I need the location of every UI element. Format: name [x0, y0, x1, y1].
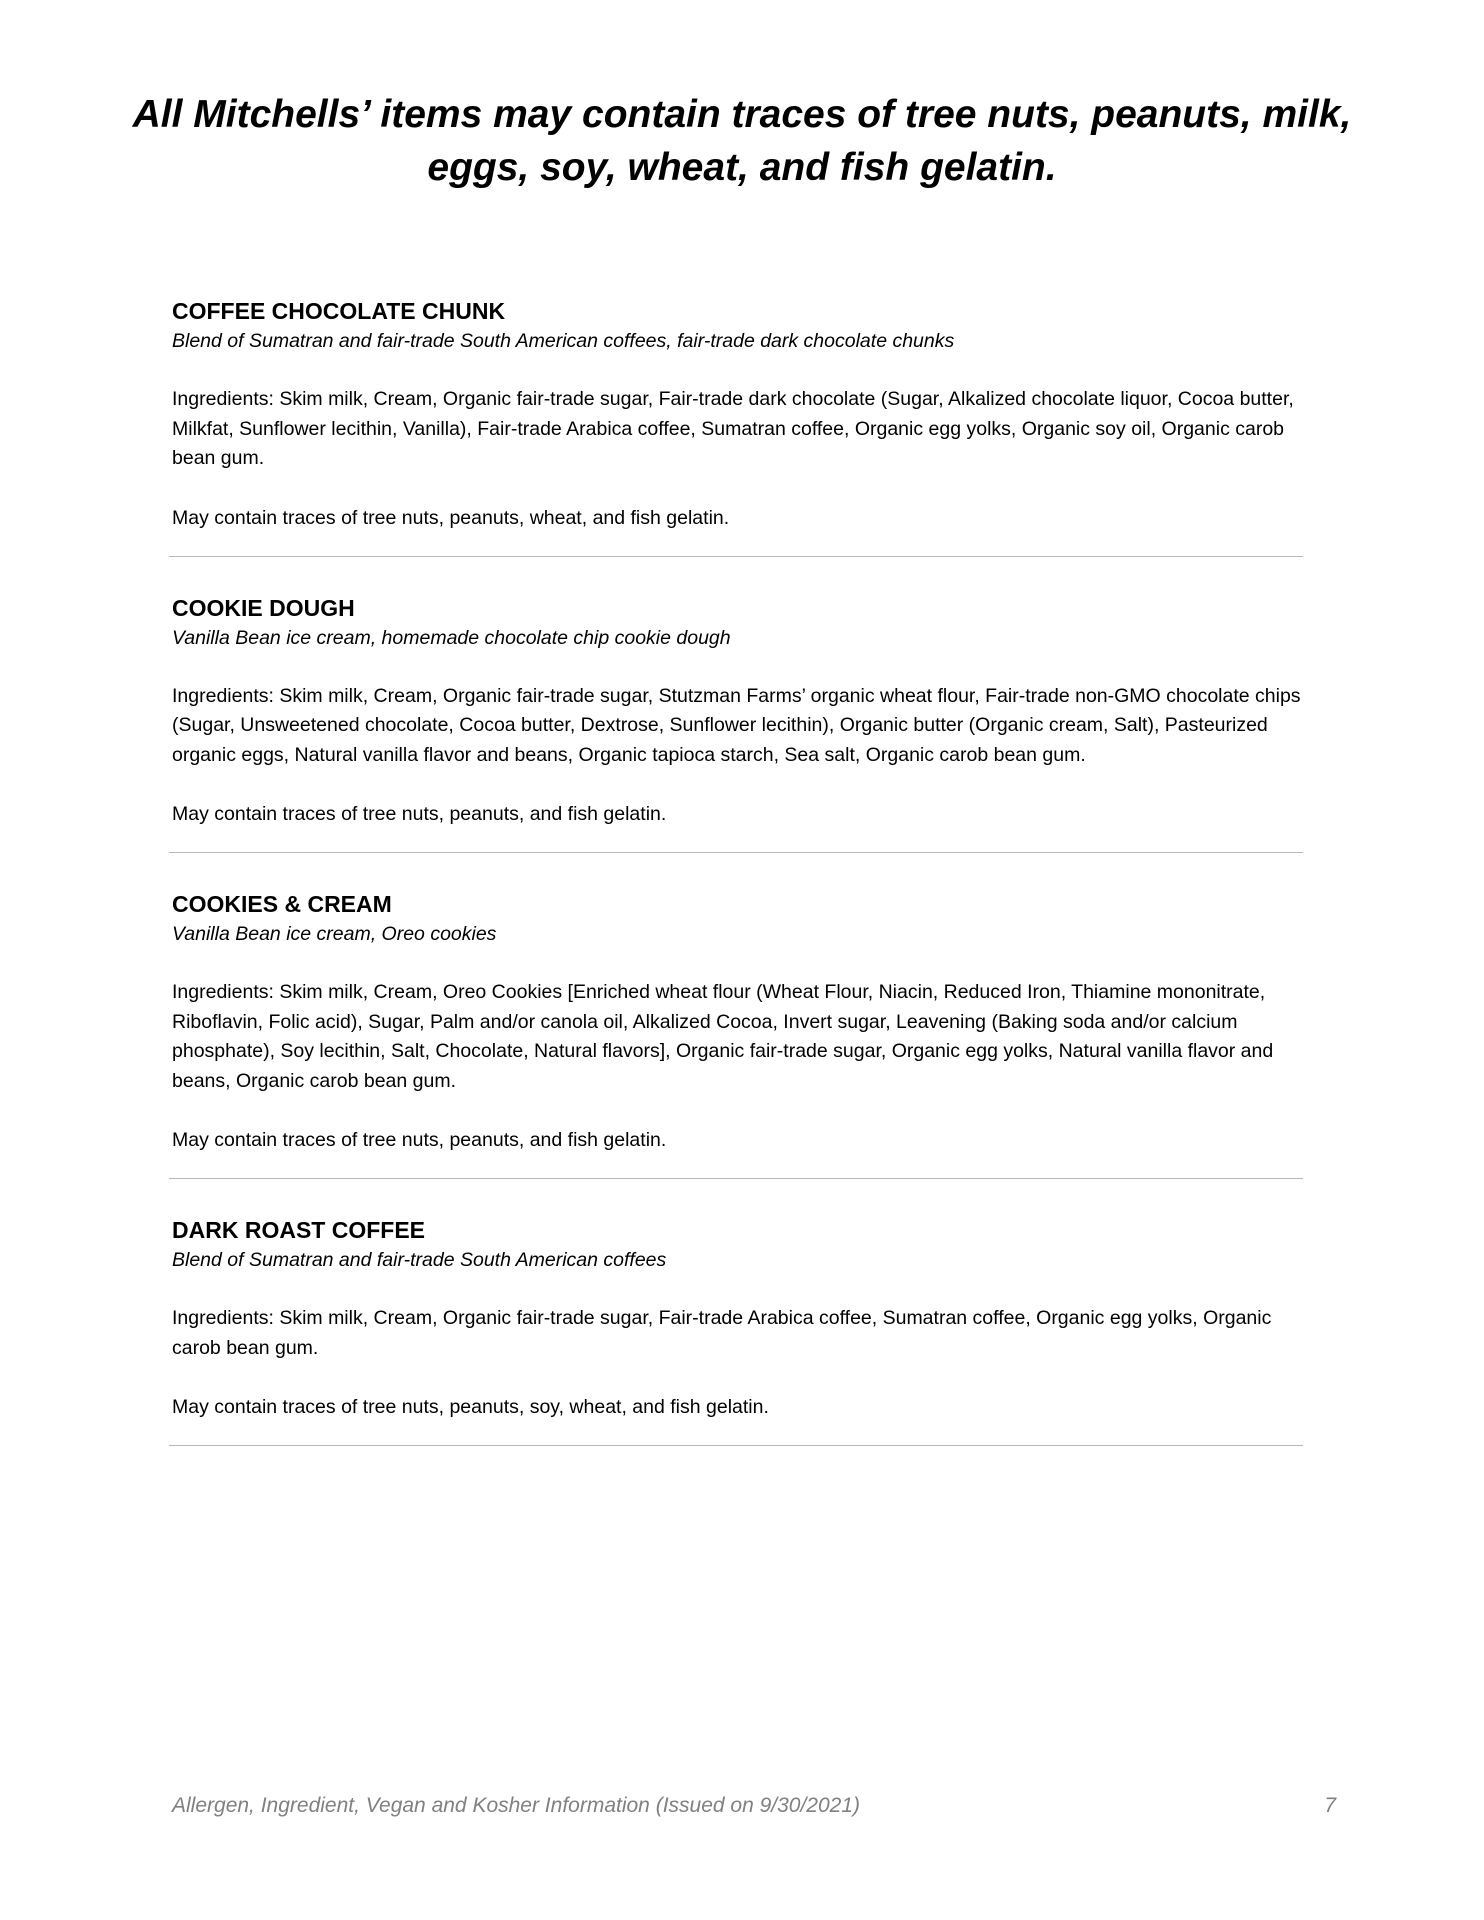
item-cookies-and-cream — [172, 889, 1316, 1179]
divider — [169, 1178, 1303, 1179]
item-traces: May contain traces of tree nuts, peanuts, soy, wheat, and fish gelatin. — [172, 1396, 769, 1418]
item-name: DARK ROAST COFFEE — [172, 1217, 425, 1243]
items-list — [172, 296, 1316, 1446]
divider — [169, 1445, 1303, 1446]
item-description: Blend of Sumatran and fair-trade South American coffees — [172, 1249, 667, 1271]
item-traces: May contain traces of tree nuts, peanuts, and fish gelatin. — [172, 1129, 667, 1151]
item-cookie-dough — [172, 593, 1316, 854]
item-dark-roast-coffee — [172, 1215, 1316, 1446]
item-ingredients: Ingredients: Skim milk, Cream, Organic fair-trade sugar, Fair-trade dark chocolate (Sugar, Alkalized chocolate liquor, Cocoa butter, Milkfat, Sunflower lecithin, Vanilla), Fair-trade Arabica coffee, Sumatran coffee, Organic egg yolks, Organic soy oil, Organic carob bean gum. — [172, 388, 1294, 469]
divider — [169, 556, 1303, 557]
item-name: COOKIE DOUGH — [172, 594, 355, 621]
item-traces: May contain traces of tree nuts, peanuts, wheat, and fish gelatin. — [172, 506, 730, 529]
item-description: Vanilla Bean ice cream, Oreo cookies — [172, 923, 497, 945]
item-coffee-chocolate-chunk — [172, 296, 1316, 557]
item-ingredients: Ingredients: Skim milk, Cream, Organic fair-trade sugar, Stutzman Farms’ organic wheat flour, Fair-trade non-GMO chocolate chips (Sugar, Unsweetened chocolate, Cocoa butter, Dextrose, Sunflower lecithin), Organic butter (Organic cream, Salt), Pasteurized organic eggs, Natural vanilla flavor and beans, Organic tapioca starch, Sea salt, Organic carob bean gum. — [172, 684, 1301, 766]
item-name: COFFEE CHOCOLATE CHUNK — [172, 298, 506, 324]
item-name: COOKIES & CREAM — [172, 891, 392, 917]
footer-text: Allergen, Ingredient, Vegan and Kosher Information (Issued on 9/30/2021) — [172, 1794, 861, 1817]
item-description: Vanilla Bean ice cream, homemade chocolate chip cookie dough — [172, 626, 731, 649]
item-traces: May contain traces of tree nuts, peanuts, and fish gelatin. — [172, 803, 667, 825]
page-title: All Mitchells’ items may contain traces of tree nuts, peanuts, milk, eggs, soy, wheat, and fish gelatin. — [132, 93, 1352, 189]
page-number: 7 — [1324, 1794, 1336, 1817]
item-description: Blend of Sumatran and fair-trade South American coffees, fair-trade dark chocolate chunks — [172, 330, 955, 352]
item-ingredients: Ingredients: Skim milk, Cream, Oreo Cookies [Enriched wheat flour (Wheat Flour, Niacin, Reduced Iron, Thiamine mononitrate, Riboflavin, Folic acid), Sugar, Palm and/or canola oil, Alkalized Cocoa, Invert sugar, Leavening (Baking soda and/or calcium phosphate), Soy lecithin, Salt, Chocolate, Natural flavors], Organic fair-trade sugar, Organic egg yolks, Natural vanilla flavor and beans, Organic carob bean gum. — [172, 981, 1274, 1092]
divider — [169, 852, 1303, 853]
item-ingredients: Ingredients: Skim milk, Cream, Organic fair-trade sugar, Fair-trade Arabica coffee, Sumatran coffee, Organic egg yolks, Organic carob bean gum. — [172, 1307, 1272, 1359]
